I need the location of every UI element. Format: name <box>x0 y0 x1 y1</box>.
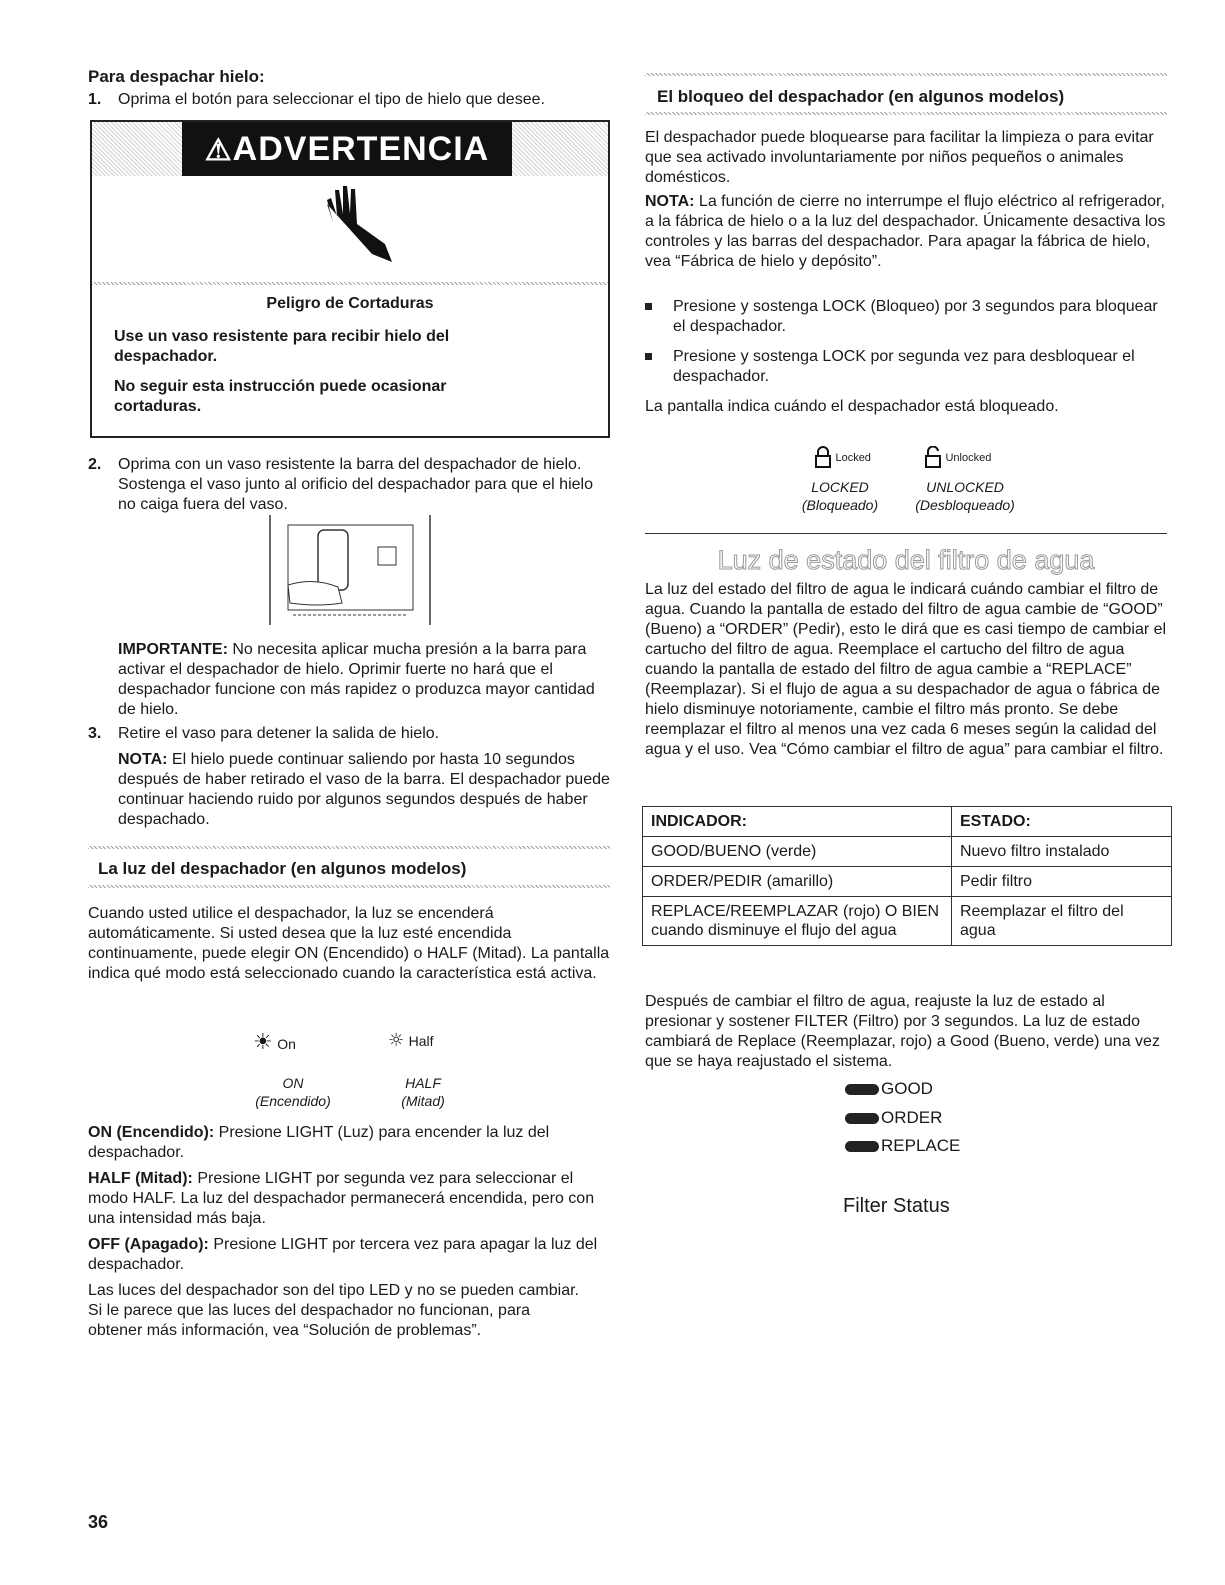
warning-triangle-icon: ⚠ <box>204 134 233 167</box>
locked-indicator: Locked <box>815 446 871 468</box>
filter-status-caption: Filter Status <box>843 1195 950 1217</box>
lock-screen-text: La pantalla indica cuándo el despachador está bloqueado. <box>645 398 1059 415</box>
caption-on-es: (Encendido) <box>255 1093 331 1109</box>
caption-unlocked: UNLOCKED <box>926 479 1004 495</box>
caption-locked: LOCKED <box>811 479 869 495</box>
nota-text: NOTA: El hielo puede continuar saliendo por hasta 10 segundos después de haber retirado el vaso de la barra. El despachador puede continuar haciendo ruido por algunos segundos después de haber despachado. <box>118 751 610 828</box>
filter-heading: Luz de estado del filtro de agua <box>717 545 1095 575</box>
hand-cut-pictogram-area <box>92 176 608 284</box>
ice-heading: Para despachar hielo: <box>88 67 265 86</box>
half-description: HALF (Mitad): Presione LIGHT por segunda vez para seleccionar el modo HALF. La luz del despachador permanecerá encendida, pero con una intensidad más baja. <box>88 1170 595 1227</box>
divider <box>645 112 1167 115</box>
status-order: ORDER <box>845 1108 942 1128</box>
hand-cut-icon <box>317 184 397 274</box>
off-description: OFF (Apagado): Presione LIGHT por tercera vez para apagar la luz del despachador. <box>88 1236 598 1273</box>
lock-intro: El despachador puede bloquearse para facilitar la limpieza o para evitar que sea activado involuntariamente por niños pequeños o animales domésticos. <box>645 129 1154 186</box>
step-number: 1. <box>88 91 102 108</box>
light-bulb-half-icon: ☼ <box>388 1030 405 1051</box>
light-heading: La luz del despachador (en algunos modelos) <box>98 859 467 878</box>
table-row <box>643 837 1172 867</box>
important-text: IMPORTANTE: No necesita aplicar mucha presión a la barra para activar el despachador de hielo. Oprimir fuerte no hará que el despachador funcione con más rapidez o produzca mayor cantidad de hielo. <box>118 641 595 718</box>
status-good: GOOD <box>845 1079 933 1099</box>
table-header-cell: INDICADOR: <box>643 807 952 837</box>
table-row <box>643 897 1172 946</box>
status-replace: REPLACE <box>845 1136 960 1156</box>
table-cell: GOOD/BUENO (verde) <box>643 837 952 867</box>
lock-bullet-1: Presione y sostenga LOCK (Bloqueo) por 3 segundos para bloquear el despachador. <box>673 298 1158 335</box>
lock-heading: El bloqueo del despachador (en algunos modelos) <box>657 87 1065 106</box>
filter-status-table <box>642 806 1172 946</box>
filter-intro: La luz del estado del filtro de agua le indicará cuándo cambiar el filtro de agua. Cuando la pantalla de estado del filtro de agua cambie de “GOOD” (Bueno) a “ORDER” (Pedir), esto le dirá que es casi tiempo de cambiar el cartucho del filtro de agua. Reemplace el cartucho del filtro de agua cuando la pantalla de estado del filtro de agua cambie a “REPLACE” (Reemplazar). Si el flujo de agua a su despachador de agua o fábrica de hielo disminuye notoriamente, cambie el filtro más pronto. Se debe reemplazar el filtro al menos una vez cada 6 meses según la calidad del agua y el uso. Vea “Cómo cambiar el filtro de agua” para cambiar el filtro. <box>645 581 1167 758</box>
padlock-open-icon <box>925 446 941 468</box>
table-header-row <box>643 807 1172 837</box>
table-cell: ORDER/PEDIR (amarillo) <box>643 867 952 897</box>
status-light-icon <box>845 1084 879 1095</box>
status-light-icon <box>845 1113 879 1124</box>
caption-locked-es: (Bloqueado) <box>801 497 879 513</box>
lock-nota: NOTA: La función de cierre no interrumpe el flujo eléctrico al refrigerador, a la fábrica de hielo o a la luz del despachador. Únicamente desactiva los controles y las barras del despachador. Para apagar la fábrica de hielo, vea “Fábrica de hielo y depósito”. <box>645 193 1166 270</box>
bullet-square <box>645 303 652 310</box>
table-header-cell: ESTADO: <box>952 807 1172 837</box>
lock-bullet-2: Presione y sostenga LOCK por segunda vez para desbloquear el despachador. <box>673 348 1135 385</box>
step-number: 3. <box>88 725 102 742</box>
page-number: 36 <box>88 1512 109 1532</box>
table-cell: REPLACE/REEMPLAZAR (rojo) O BIEN cuando disminuye el flujo del agua <box>643 897 952 946</box>
divider <box>88 885 610 888</box>
light-bulb-rays-icon: ☀ <box>253 1030 273 1055</box>
light-half-indicator: ☼ Half <box>388 1030 434 1051</box>
unlocked-indicator: Unlocked <box>925 446 991 468</box>
led-description: Las luces del despachador son del tipo LED y no se pueden cambiar. Si le parece que las luces del despachador no funcionan, para obtener más información, vea “Solución de problemas”. <box>88 1282 579 1339</box>
warning-hazard: Peligro de Cortaduras <box>266 295 434 312</box>
padlock-closed-icon <box>815 446 831 468</box>
light-intro: Cuando usted utilice el despachador, la luz se encenderá automáticamente. Si usted desea que la luz esté encendida continuamente, puede elegir ON (Encendido) o HALF (Mitad). La pantalla indica qué modo está seleccionado cuando la característica está activa. <box>88 905 610 982</box>
warning-box <box>90 120 610 438</box>
status-light-icon <box>845 1141 879 1152</box>
divider <box>88 846 610 849</box>
reset-text: Después de cambiar el filtro de agua, reajuste la luz de estado al presionar y sostener FILTER (Filtro) por 3 segundos. La luz de estado cambiará de Replace (Reemplazar, rojo) a Good (Bueno, verde) una vez que se haya reajustado el sistema. <box>645 993 1160 1070</box>
warning-line-2: No seguir esta instrucción puede ocasionar cortaduras. <box>114 378 447 415</box>
table-cell: Reemplazar el filtro del agua <box>952 897 1172 946</box>
step-number: 2. <box>88 456 102 473</box>
on-description: ON (Encendido): Presione LIGHT (Luz) para encender la luz del despachador. <box>88 1124 550 1161</box>
warning-banner <box>92 122 608 176</box>
light-on-indicator: ☀ On <box>253 1030 296 1055</box>
step-3-text: Retire el vaso para detener la salida de hielo. <box>118 725 440 742</box>
bullet-square <box>645 353 652 360</box>
table-cell: Pedir filtro <box>952 867 1172 897</box>
caption-half-es: (Mitad) <box>401 1093 445 1109</box>
step-1-text: Oprima el botón para seleccionar el tipo de hielo que desee. <box>118 91 545 108</box>
divider <box>645 73 1167 76</box>
dispenser-glass-illustration <box>268 515 448 625</box>
divider <box>645 533 1167 534</box>
caption-half: HALF <box>405 1075 441 1091</box>
warning-line-1: Use un vaso resistente para recibir hielo del despachador. <box>114 328 450 365</box>
table-cell: Nuevo filtro instalado <box>952 837 1172 867</box>
step-2-text: Oprima con un vaso resistente la barra del despachador de hielo. Sostenga el vaso junto al orificio del despachador para que el hielo no caiga fuera del vaso. <box>118 456 593 513</box>
table-row <box>643 867 1172 897</box>
warning-label: ⚠ADVERTENCIA <box>182 122 512 176</box>
divider <box>92 282 608 288</box>
caption-unlocked-es: (Desbloqueado) <box>915 497 1015 513</box>
caption-on: ON <box>282 1075 304 1091</box>
